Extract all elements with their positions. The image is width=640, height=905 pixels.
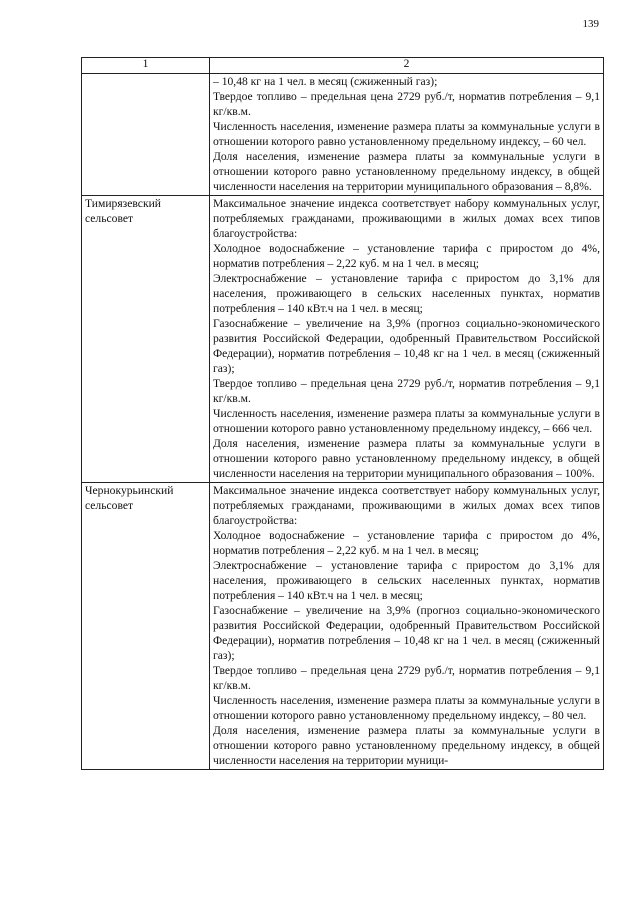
paragraph: Электроснабжение – установление тарифа с приростом до 3,1% для населения, проживающего в сельских населенных пунктах, норматив потребления – 140 кВт.ч на 1 чел. в месяц; (213, 272, 600, 315)
paragraph: Газоснабжение – увеличение на 3,9% (прогноз социально-экономического развития Российской Федерации, одобренный Правительством Российской Федерации), норматив потребления – 10,48 кг на 1 чел. в месяц (сжиженный газ); (213, 604, 600, 662)
table-header-row (82, 58, 604, 74)
paragraph: Максимальное значение индекса соответствует набору коммунальных услуг, потребляемых гражданами, проживающими в жилых домах всех типов благоустройства: (213, 197, 600, 240)
paragraph: Численность населения, изменение размера платы за коммунальные услуги в отношении которого равно установленному предельному индексу, – 666 чел. (213, 407, 600, 435)
region-name-cell: Чернокурьинский сельсовет (82, 483, 210, 770)
paragraph: Доля населения, изменение размера платы за коммунальные услуги в отношении которого равно установленному предельному индексу, в общей численности населения на территории муниципального образования – 8,8%. (213, 150, 600, 193)
description-cell (210, 74, 604, 196)
paragraph: Твердое топливо – предельная цена 2729 руб./т, норматив потребления – 9,1 кг/кв.м. (213, 664, 600, 692)
paragraph: Электроснабжение – установление тарифа с приростом до 3,1% для населения, проживающего в сельских населенных пунктах, норматив потребления – 140 кВт.ч на 1 чел. в месяц; (213, 559, 600, 602)
paragraph: Численность населения, изменение размера платы за коммунальные услуги в отношении которого равно установленному предельному индексу, – 80 чел. (213, 694, 600, 722)
paragraph: Твердое топливо – предельная цена 2729 руб./т, норматив потребления – 9,1 кг/кв.м. (213, 377, 600, 405)
paragraph: Газоснабжение – увеличение на 3,9% (прогноз социально-экономического развития Российской Федерации, одобренный Правительством Российской Федерации), норматив потребления – 10,48 кг на 1 чел. в месяц (сжиженный газ); (213, 317, 600, 375)
paragraph: Доля населения, изменение размера платы за коммунальные услуги в отношении которого равно установленному предельному индексу, в общей численности населения на территории муниципального образования – 100%. (213, 437, 600, 480)
paragraph: Численность населения, изменение размера платы за коммунальные услуги в отношении которого равно установленному предельному индексу, – 60 чел. (213, 120, 600, 148)
data-table (81, 57, 604, 770)
region-name-cell: Тимирязевский сельсовет (82, 196, 210, 483)
paragraph: Холодное водоснабжение – установление тарифа с приростом до 4%, норматив потребления – 2,22 куб. м на 1 чел. в месяц; (213, 529, 600, 557)
paragraph: Доля населения, изменение размера платы за коммунальные услуги в отношении которого равно установленному предельному индексу, в общей численности населения на территории муници- (213, 724, 600, 767)
column-header-2: 2 (210, 58, 604, 74)
description-cell (210, 196, 604, 483)
table-row (82, 74, 604, 196)
paragraph: Твердое топливо – предельная цена 2729 руб./т, норматив потребления – 9,1 кг/кв.м. (213, 90, 600, 118)
paragraph: Холодное водоснабжение – установление тарифа с приростом до 4%, норматив потребления – 2,22 куб. м на 1 чел. в месяц; (213, 242, 600, 270)
region-name-cell (82, 74, 210, 196)
paragraph: Максимальное значение индекса соответствует набору коммунальных услуг, потребляемых гражданами, проживающими в жилых домах всех типов благоустройства: (213, 484, 600, 527)
column-header-1: 1 (82, 58, 210, 74)
description-cell (210, 483, 604, 770)
table-row (82, 483, 604, 770)
table-row (82, 196, 604, 483)
page-number: 139 (582, 18, 599, 30)
paragraph: – 10,48 кг на 1 чел. в месяц (сжиженный газ); (213, 75, 438, 88)
